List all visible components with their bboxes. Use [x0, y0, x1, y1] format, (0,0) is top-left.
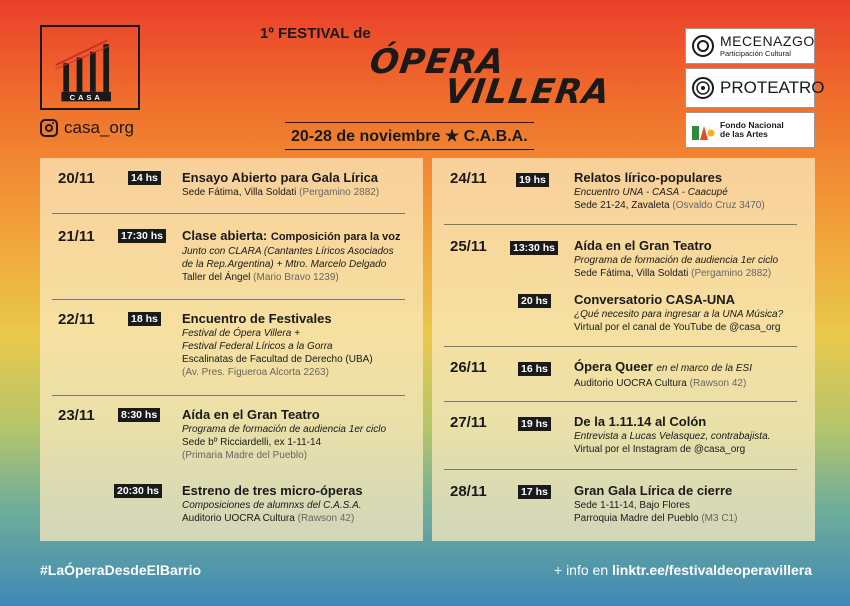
- event-address: (Pergamino 2882): [299, 187, 380, 198]
- fna-line2: de las Artes: [720, 129, 768, 139]
- event-desc: Entrevista a Lucas Velasquez, contrabajista.: [574, 431, 771, 442]
- event-location: Auditorio UOCRA Cultura: [574, 378, 690, 389]
- schedule-right-panel: [432, 158, 815, 541]
- event-time: 14 hs: [128, 171, 161, 185]
- event-title: Estreno de tres micro-óperas: [182, 483, 363, 498]
- event-date: 25/11: [450, 238, 487, 255]
- event-title: Conversatorio CASA-UNA: [574, 292, 736, 307]
- event-title: Relatos lírico-populares: [574, 170, 723, 185]
- event-time: 18 hs: [128, 312, 161, 326]
- event-location: Sede Fátima, Villa Soldati: [182, 187, 300, 198]
- event-time: 17:30 hs: [118, 229, 166, 243]
- event-title: Clase abierta:: [182, 228, 271, 243]
- instagram-text: casa_org: [64, 118, 134, 137]
- event-desc: Encuentro UNA - CASA - Caacupé: [574, 187, 728, 198]
- fna-line1: Fondo Nacional: [720, 119, 784, 130]
- event-date: 24/11: [450, 170, 487, 187]
- divider: [444, 401, 797, 402]
- event-desc: Composiciones de alumnxs del C.A.S.A.: [182, 500, 362, 511]
- info-prefix: + info en: [554, 562, 612, 578]
- event-time: 8:30 hs: [118, 408, 160, 422]
- casa-logo-icon: [42, 27, 138, 108]
- event-date: 26/11: [450, 359, 487, 376]
- divider: [444, 469, 797, 470]
- event-location: Sede bº Ricciardelli, ex 1-11-14: [182, 437, 322, 448]
- event-title: Encuentro de Festivales: [182, 311, 332, 326]
- sponsor-fna: [685, 112, 815, 148]
- event-location: Sede 1-11-14, Bajo Flores: [574, 500, 690, 511]
- divider: [52, 213, 405, 214]
- sponsor-mecenazgo: [685, 28, 815, 64]
- casa-logo: [40, 25, 140, 110]
- proteatro-name: PROTEATRO: [720, 78, 825, 97]
- event-desc: Programa de formación de audiencia 1er ciclo: [574, 255, 778, 266]
- event-date: 27/11: [450, 414, 487, 431]
- divider: [52, 395, 405, 396]
- event-title: Aída en el Gran Teatro: [182, 407, 320, 422]
- event-desc: Programa de formación de audiencia 1er ciclo: [182, 424, 386, 435]
- event-date: 21/11: [58, 228, 95, 245]
- event-address: (Mario Bravo 1239): [253, 272, 339, 283]
- event-time: 20:30 hs: [114, 484, 162, 498]
- divider: [444, 224, 797, 225]
- divider: [444, 346, 797, 347]
- event-date: 23/11: [58, 407, 95, 424]
- schedule-left-panel: [40, 158, 423, 541]
- title-opera: ÓPERA: [367, 42, 508, 82]
- title-villera: VILLERA: [442, 72, 613, 112]
- event-title-small: Composición para la voz: [270, 231, 401, 243]
- event-time: 19 hs: [518, 417, 551, 431]
- mecenazgo-sub: Participación Cultural: [720, 48, 791, 58]
- event-address: (Pergamino 2882): [691, 268, 772, 279]
- event-title-small: en el marco de la ESI: [656, 363, 752, 374]
- event-title: Ensayo Abierto para Gala Lírica: [182, 170, 379, 185]
- info-url[interactable]: linktr.ee/festivaldeoperavillera: [612, 562, 812, 578]
- fna-icon: [691, 118, 715, 142]
- event-time: 16 hs: [518, 362, 551, 376]
- event-address: (Rawson 42): [689, 378, 747, 389]
- event-desc: ¿Qué necesito para ingresar a la UNA Música?: [574, 309, 784, 320]
- proteatro-icon: [691, 76, 715, 100]
- event-location: Parroquia Madre del Pueblo: [574, 513, 702, 524]
- event-time: 20 hs: [518, 294, 551, 308]
- svg-text:CASA: CASA: [69, 92, 103, 102]
- event-title: De la 1.11.14 al Colón: [574, 414, 707, 429]
- event-address: (Primaria Madre del Pueblo): [182, 450, 308, 461]
- event-location: Taller del Ángel: [182, 272, 254, 283]
- hashtag: #LaÓperaDesdeElBarrio: [40, 562, 202, 578]
- event-date: 28/11: [450, 483, 487, 500]
- event-address: (M3 C1): [701, 513, 738, 524]
- festival-dates: 20-28 de noviembre ★ C.A.B.A.: [285, 122, 534, 150]
- event-location: Sede 21-24, Zavaleta: [574, 200, 673, 211]
- event-desc: Festival Federal Líricos a la Gorra: [182, 341, 333, 352]
- event-desc: Festival de Ópera Villera +: [182, 328, 300, 339]
- event-date: 22/11: [58, 311, 95, 328]
- info-link[interactable]: [554, 562, 812, 578]
- event-location: Virtual por el canal de YouTube de @casa_org: [574, 322, 781, 333]
- event-title: Gran Gala Lírica de cierre: [574, 483, 733, 498]
- mecenazgo-icon: [691, 34, 715, 58]
- instagram-icon: [40, 119, 58, 137]
- event-time: 17 hs: [518, 485, 551, 499]
- event-time: 13:30 hs: [510, 241, 558, 255]
- divider: [52, 299, 405, 300]
- event-desc: Junto con CLARA (Cantantes Líricos Asociados: [182, 246, 394, 257]
- festival-label: 1º FESTIVAL de: [260, 25, 371, 42]
- sponsor-proteatro: [685, 68, 825, 108]
- event-date: 20/11: [58, 170, 95, 187]
- instagram-handle[interactable]: [40, 118, 134, 138]
- event-title: Ópera Queer: [574, 359, 657, 374]
- event-address: (Osvaldo Cruz 3470): [672, 200, 765, 211]
- event-title: Aída en el Gran Teatro: [574, 238, 712, 253]
- event-desc: de la Rep.Argentina) + Mtro. Marcelo Delgado: [182, 259, 387, 270]
- event-location: Sede Fátima, Villa Soldati: [574, 268, 692, 279]
- event-location: Escalinatas de Facultad de Derecho (UBA): [182, 354, 373, 365]
- event-location: Virtual por el Instagram de @casa_org: [574, 444, 746, 455]
- event-location: Auditorio UOCRA Cultura: [182, 513, 298, 524]
- event-time: 19 hs: [516, 173, 549, 187]
- event-address: (Av. Pres. Figueroa Alcorta 2263): [182, 367, 329, 378]
- event-address: (Rawson 42): [297, 513, 355, 524]
- mecenazgo-name: MECENAZGO: [720, 33, 815, 50]
